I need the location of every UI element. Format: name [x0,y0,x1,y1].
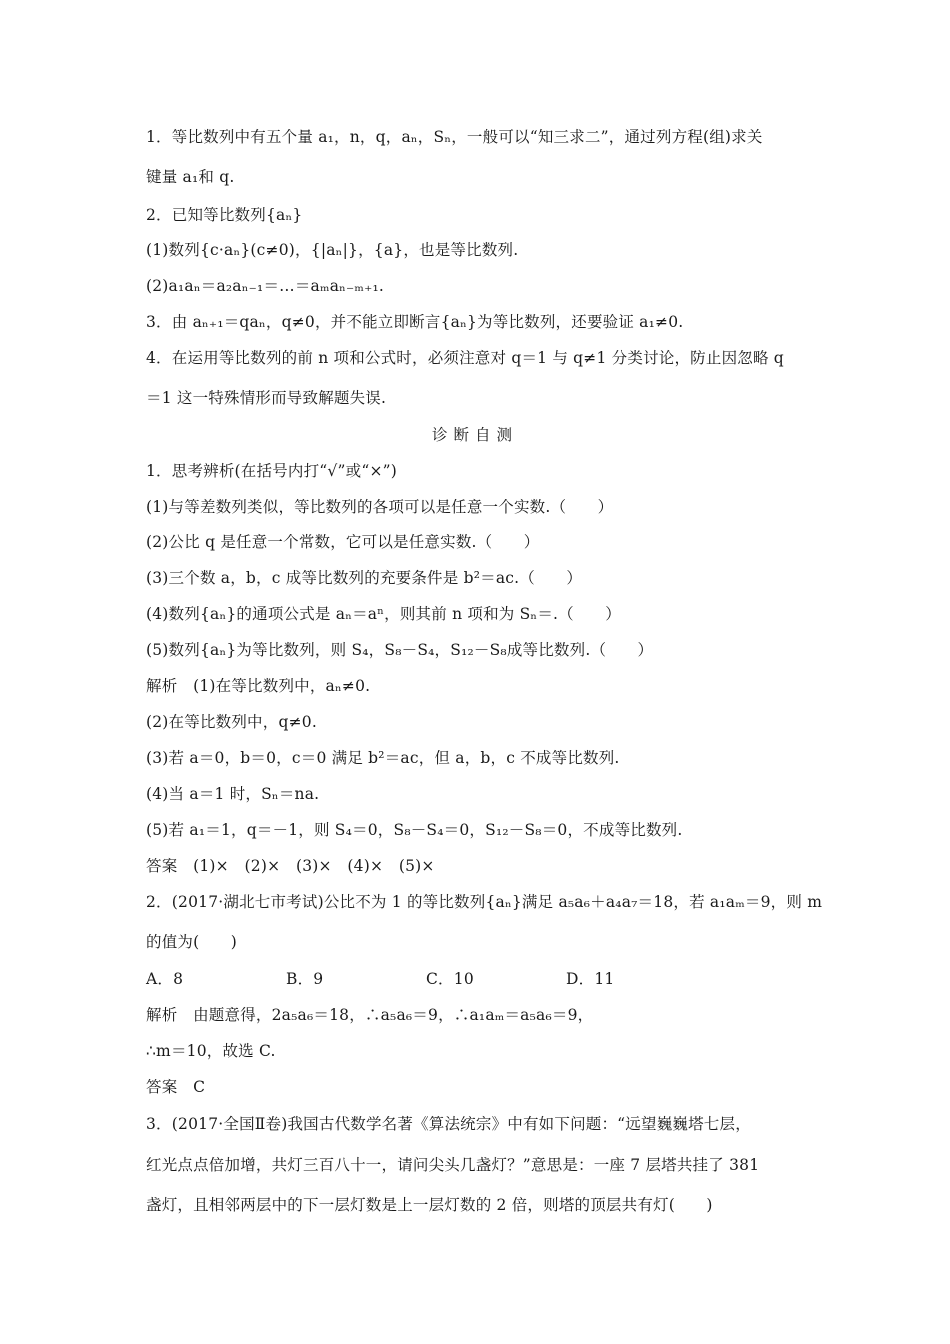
text-line: 3．(2017·全国Ⅱ卷)我国古代数学名著《算法统宗》中有如下问题：“远望巍巍塔七层， [146,1115,751,1133]
text-line: 4．在运用等比数列的前 n 项和公式时，必须注意对 q＝1 与 q≠1 分类讨论，防止因忽略 q [146,349,784,367]
options-row [146,967,811,991]
text-line: 3．由 aₙ₊₁＝qaₙ，q≠0，并不能立即断言{aₙ}为等比数列，还要验证 a₁≠0. [146,313,684,331]
option-a: A．8 [146,970,184,988]
text-line: 2．(2017·湖北七市考试)公比不为 1 的等比数列{aₙ}满足 a₅a₆＋a₄a₇＝18，若 a₁aₘ＝9，则 m [146,893,823,911]
text-line: ∴m＝10，故选 C. [146,1042,276,1060]
answer-line: 答案 C [146,1078,206,1096]
option-c: C．10 [426,970,474,988]
text-line: 1．等比数列中有五个量 a₁，n，q，aₙ，Sₙ，一般可以“知三求二”，通过列方程(组)求关 [146,128,763,146]
option-d: D．11 [566,970,615,988]
text-line: (2)a₁aₙ＝a₂aₙ₋₁＝…＝aₘaₙ₋ₘ₊₁. [146,277,385,295]
text-line: (1)与等差数列类似，等比数列的各项可以是任意一个实数.（ ） [146,498,614,516]
answer-line: 答案 (1)× (2)× (3)× (4)× (5)× [146,857,435,875]
text-line: 1．思考辨析(在括号内打“√”或“×”) [146,462,398,480]
text-line: 的值为( ) [146,933,237,951]
text-line: (4)当 a＝1 时，Sₙ＝na. [146,785,320,803]
text-line: ＝1 这一特殊情形而导致解题失误. [146,389,387,407]
text-line: (2)公比 q 是任意一个常数，它可以是任意实数.（ ） [146,533,540,551]
text-line: 解析 由题意得，2a₅a₆＝18，∴a₅a₆＝9，∴a₁aₘ＝a₅a₆＝9， [146,1006,594,1024]
section-heading: 诊断自测 [431,426,518,444]
option-b: B．9 [286,970,324,988]
text-line: (4)数列{aₙ}的通项公式是 aₙ＝aⁿ，则其前 n 项和为 Sₙ＝.（ ） [146,605,621,623]
text-line: (5)若 a₁＝1，q＝－1，则 S₄＝0，S₈－S₄＝0，S₁₂－S₈＝0，不成等比数列. [146,821,683,839]
text-line: 盏灯，且相邻两层中的下一层灯数是上一层灯数的 2 倍，则塔的顶层共有灯( ) [146,1196,713,1214]
text-line: (3)三个数 a，b，c 成等比数列的充要条件是 b²＝ac.（ ） [146,569,583,587]
text-line: (5)数列{aₙ}为等比数列，则 S₄，S₈－S₄，S₁₂－S₈成等比数列.（ ） [146,641,654,659]
text-line: 红光点点倍加增，共灯三百八十一，请问尖头几盏灯？”意思是：一座 7 层塔共挂了 381 [146,1156,760,1174]
text-line: 解析 (1)在等比数列中，aₙ≠0. [146,677,371,695]
text-line: (2)在等比数列中，q≠0. [146,713,317,731]
text-line: (3)若 a＝0，b＝0，c＝0 满足 b²＝ac，但 a，b，c 不成等比数列. [146,749,620,767]
text-line: 键量 a₁和 q. [146,168,235,186]
text-line: (1)数列{c·aₙ}(c≠0)，{|aₙ|}，{a}，也是等比数列. [146,241,519,259]
text-line: 2．已知等比数列{aₙ} [146,206,303,224]
